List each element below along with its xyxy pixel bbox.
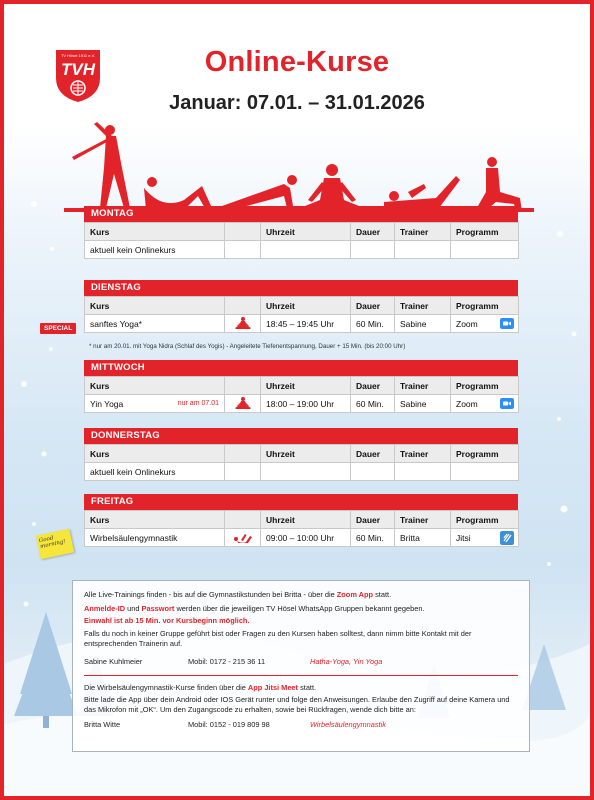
course-name: sanftes Yoga* [85, 315, 225, 333]
info-highlight: Anmelde-ID [84, 604, 126, 613]
schedule-tuesday [84, 280, 518, 333]
info-line-contact: Falls du noch in keiner Gruppe geführt bist oder Fragen zu den Kursen haben solltest, dann nimm bitte Kontakt mit der entsprechenden Trainerin auf. [84, 629, 472, 648]
meditation-icon [225, 315, 261, 333]
info-text: werden über die jeweiligen TV Hösel WhatsApp Gruppen bekannt gegeben. [174, 604, 425, 613]
course-program: Jitsi [456, 532, 471, 543]
info-text: statt. [298, 683, 317, 692]
col-icon [225, 445, 261, 463]
fitness-silhouettes-illustration [64, 122, 534, 214]
col-trainer: Trainer [395, 445, 451, 463]
divider [84, 675, 518, 676]
col-kurs: Kurs [85, 377, 225, 395]
date-range: Januar: 07.01. – 31.01.2026 [169, 92, 425, 114]
col-trainer: Trainer [395, 297, 451, 315]
course-name: Yin Yoga [90, 398, 124, 409]
col-icon [225, 223, 261, 241]
course-time: 18:45 – 19:45 Uhr [261, 315, 351, 333]
table-header-row [85, 511, 519, 529]
table-header-row [85, 223, 519, 241]
contact-britta [84, 720, 518, 730]
col-uhrzeit: Uhrzeit [261, 223, 351, 241]
course-duration: 60 Min. [351, 529, 395, 547]
course-trainer: Sabine [395, 315, 451, 333]
info-line-dialin: Einwahl ist ab 15 Min. vor Kursbeginn möglich. [84, 616, 250, 625]
info-line-zoom [84, 590, 518, 600]
col-dauer: Dauer [351, 297, 395, 315]
course-duration [351, 241, 395, 259]
course-duration [351, 463, 395, 481]
exercise-icon [225, 529, 261, 547]
col-icon [225, 297, 261, 315]
schedule-wednesday [84, 360, 518, 413]
info-text: und [125, 604, 142, 613]
course-program [451, 241, 519, 259]
col-kurs: Kurs [85, 297, 225, 315]
course-time: 18:00 – 19:00 Uhr [261, 395, 351, 413]
course-program-cell [451, 395, 519, 413]
course-program: Zoom [456, 318, 478, 329]
course-program: Zoom [456, 398, 478, 409]
info-line-jitsi [84, 683, 518, 693]
zoom-icon [500, 398, 514, 409]
table-header-row [85, 377, 519, 395]
course-duration: 60 Min. [351, 395, 395, 413]
col-uhrzeit: Uhrzeit [261, 377, 351, 395]
info-line-login [84, 604, 518, 614]
contact-mobile: Mobil: 0172 - 215 36 11 [188, 657, 266, 666]
date-note: nur am 07.01 [177, 399, 219, 407]
course-icon-cell [225, 463, 261, 481]
col-programm: Programm [451, 377, 519, 395]
course-name: aktuell kein Onlinekurs [85, 463, 225, 481]
col-programm: Programm [451, 445, 519, 463]
info-text: statt. [373, 590, 392, 599]
course-name-cell [85, 395, 225, 413]
schedule-monday [84, 206, 518, 259]
col-trainer: Trainer [395, 223, 451, 241]
col-trainer: Trainer [395, 377, 451, 395]
meditation-icon [225, 395, 261, 413]
col-programm: Programm [451, 223, 519, 241]
day-header: DIENSTAG [84, 280, 518, 296]
col-kurs: Kurs [85, 511, 225, 529]
course-time [261, 463, 351, 481]
col-uhrzeit: Uhrzeit [261, 511, 351, 529]
day-header: MONTAG [84, 206, 518, 222]
course-trainer: Sabine [395, 395, 451, 413]
table-row [85, 395, 519, 413]
good-morning-sticky-note: Good morning! [36, 529, 74, 560]
page-title: Online-Kurse [204, 46, 390, 78]
col-uhrzeit: Uhrzeit [261, 445, 351, 463]
course-name: aktuell kein Onlinekurs [85, 241, 225, 259]
contact-name: Britta Witte [84, 720, 121, 729]
info-line-app: Bitte lade die App über dein Android oder IOS Gerät runter und folge den Anweisungen. Erlaube den Zugriff auf deine Kamera und das Mikrofon mit „OK“. Um den Zugangscode zu erhalten, sowie bei Rückfragen, wende dich bitte an: [84, 695, 510, 714]
table-row [85, 315, 519, 333]
col-dauer: Dauer [351, 223, 395, 241]
table-header-row [85, 297, 519, 315]
info-text: Die Wirbelsäulengymnastik-Kurse finden über die [84, 683, 248, 692]
col-dauer: Dauer [351, 445, 395, 463]
course-duration: 60 Min. [351, 315, 395, 333]
course-icon-cell [225, 241, 261, 259]
contact-mobile: Mobil: 0152 - 019 809 98 [188, 720, 270, 729]
contact-role: Hatha-Yoga, Yin Yoga [310, 657, 383, 666]
col-uhrzeit: Uhrzeit [261, 297, 351, 315]
table-header-row [85, 445, 519, 463]
course-trainer: Britta [395, 529, 451, 547]
contact-sabine [84, 657, 518, 667]
zoom-icon [500, 318, 514, 329]
course-trainer [395, 463, 451, 481]
course-program-cell [451, 315, 519, 333]
day-header: MITTWOCH [84, 360, 518, 376]
schedule-friday [84, 494, 518, 547]
col-icon [225, 511, 261, 529]
schedule-thursday [84, 428, 518, 481]
col-dauer: Dauer [351, 511, 395, 529]
svg-text:TV Hösel 1911 e.V.: TV Hösel 1911 e.V. [60, 53, 96, 58]
col-programm: Programm [451, 297, 519, 315]
day-header: DONNERSTAG [84, 428, 518, 444]
col-programm: Programm [451, 511, 519, 529]
col-kurs: Kurs [85, 445, 225, 463]
col-icon [225, 377, 261, 395]
table-row [85, 529, 519, 547]
special-tag: SPECIAL [40, 323, 76, 334]
info-highlight: Zoom App [336, 590, 374, 599]
jitsi-icon [500, 531, 514, 545]
contact-role: Wirbelsäulengymnastik [310, 720, 386, 729]
course-trainer [395, 241, 451, 259]
course-program [451, 463, 519, 481]
info-box [72, 580, 530, 752]
info-highlight: Passwort [141, 604, 175, 613]
info-highlight: App Jitsi Meet [247, 683, 299, 692]
footnote: * nur am 20.01. mit Yoga Nidra (Schlaf des Yogis) - Angeleitete Tiefenentspannung, Dauer + 15 Min. (bis 20:00 Uhr) [89, 343, 406, 350]
table-row [85, 463, 519, 481]
contact-name: Sabine Kuhlmeier [84, 657, 143, 666]
table-row [85, 241, 519, 259]
course-name: Wirbelsäulengymnastik [85, 529, 225, 547]
col-dauer: Dauer [351, 377, 395, 395]
course-time [261, 241, 351, 259]
course-time: 09:00 – 10:00 Uhr [261, 529, 351, 547]
course-program-cell [451, 529, 519, 547]
day-header: FREITAG [84, 494, 518, 510]
svg-text:TVH: TVH [61, 60, 95, 79]
col-kurs: Kurs [85, 223, 225, 241]
info-text: Alle Live-Trainings finden - bis auf die Gymnastikstunden bei Britta - über die [84, 590, 337, 599]
col-trainer: Trainer [395, 511, 451, 529]
